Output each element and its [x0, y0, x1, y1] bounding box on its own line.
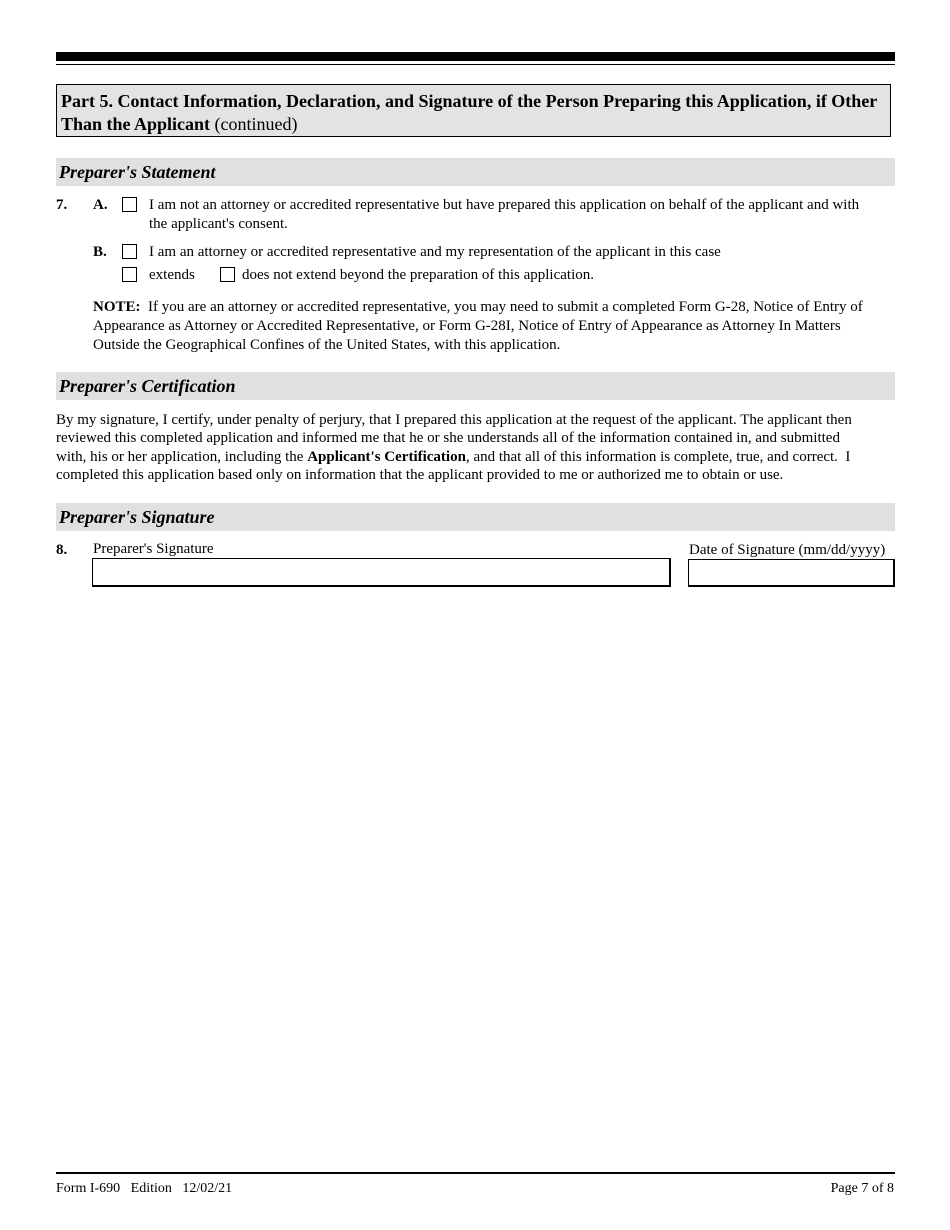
preparers-signature-heading: Preparer's Signature — [56, 503, 895, 531]
item-7b-label: B. — [93, 244, 107, 260]
preparers-certification-heading: Preparer's Certification — [56, 372, 895, 400]
note-line2: Appearance as Attorney or Accredited Representative, or Form G-28I, Notice of Entry of Appearance as Attorney In Matters — [93, 318, 841, 334]
footer-page-number: Page 7 of 8 — [830, 1181, 894, 1196]
item-7-number: 7. — [56, 197, 68, 213]
item-7b-text: I am an attorney or accredited representative and my representation of the applicant in this case — [149, 244, 721, 260]
part-title-line1: Part 5. Contact Information, Declaration, and Signature of the Person Preparing this Application, if Other — [61, 91, 878, 111]
note-line1 — [93, 298, 863, 317]
note-line3: Outside the Geographical Confines of the United States, with this application. — [93, 337, 561, 353]
part-5-header — [56, 84, 891, 137]
item-7b-checkbox[interactable] — [122, 244, 137, 259]
item-7a-label: A. — [93, 197, 108, 213]
part-title-line2: Than the Applicant — [61, 114, 211, 134]
top-thin-rule — [56, 64, 895, 65]
preparers-statement-heading: Preparer's Statement — [56, 158, 895, 186]
does-not-extend-label: does not extend beyond the preparation of this application. — [242, 267, 594, 283]
certification-line3-pre: with, his or her application, including the — [56, 449, 308, 465]
footer-rule — [56, 1172, 895, 1174]
extends-label: extends — [149, 267, 195, 283]
item-7a-text-line1: I am not an attorney or accredited representative but have prepared this application on behalf of the applicant and with — [149, 197, 860, 213]
signature-label: Preparer's Signature — [93, 541, 214, 557]
note-text-line1: If you are an attorney or accredited representative, you may need to submit a completed Form G-28, Notice of Entry of — [140, 299, 863, 315]
preparer-signature-field[interactable] — [92, 558, 671, 587]
item-7a-text-line2: the applicant's consent. — [149, 216, 288, 232]
note-label: NOTE: — [93, 299, 141, 315]
does-not-extend-checkbox[interactable] — [220, 267, 235, 282]
item-8-number: 8. — [56, 542, 68, 558]
certification-line2: reviewed this completed application and informed me that he or she understands all of the information contained in, and submitted — [56, 430, 840, 446]
certification-line4: completed this application based only on information that the applicant provided to me or authorized me to obtain or use. — [56, 467, 784, 483]
footer-form-edition: Form I-690 Edition 12/02/21 — [56, 1181, 233, 1196]
date-label: Date of Signature (mm/dd/yyyy) — [689, 542, 886, 558]
top-thick-rule — [56, 52, 895, 61]
item-7a-checkbox[interactable] — [122, 197, 137, 212]
certification-line3-post: , and that all of this information is complete, true, and correct. I — [465, 449, 851, 465]
certification-line1: By my signature, I certify, under penalty of perjury, that I prepared this application at the request of the applicant. The applicant then — [56, 412, 852, 428]
applicants-certification-ref: Applicant's Certification — [307, 449, 466, 465]
certification-line3 — [56, 448, 850, 467]
extends-checkbox[interactable] — [122, 267, 137, 282]
signature-date-field[interactable] — [688, 559, 895, 587]
part-title-suffix: (continued) — [210, 114, 298, 134]
